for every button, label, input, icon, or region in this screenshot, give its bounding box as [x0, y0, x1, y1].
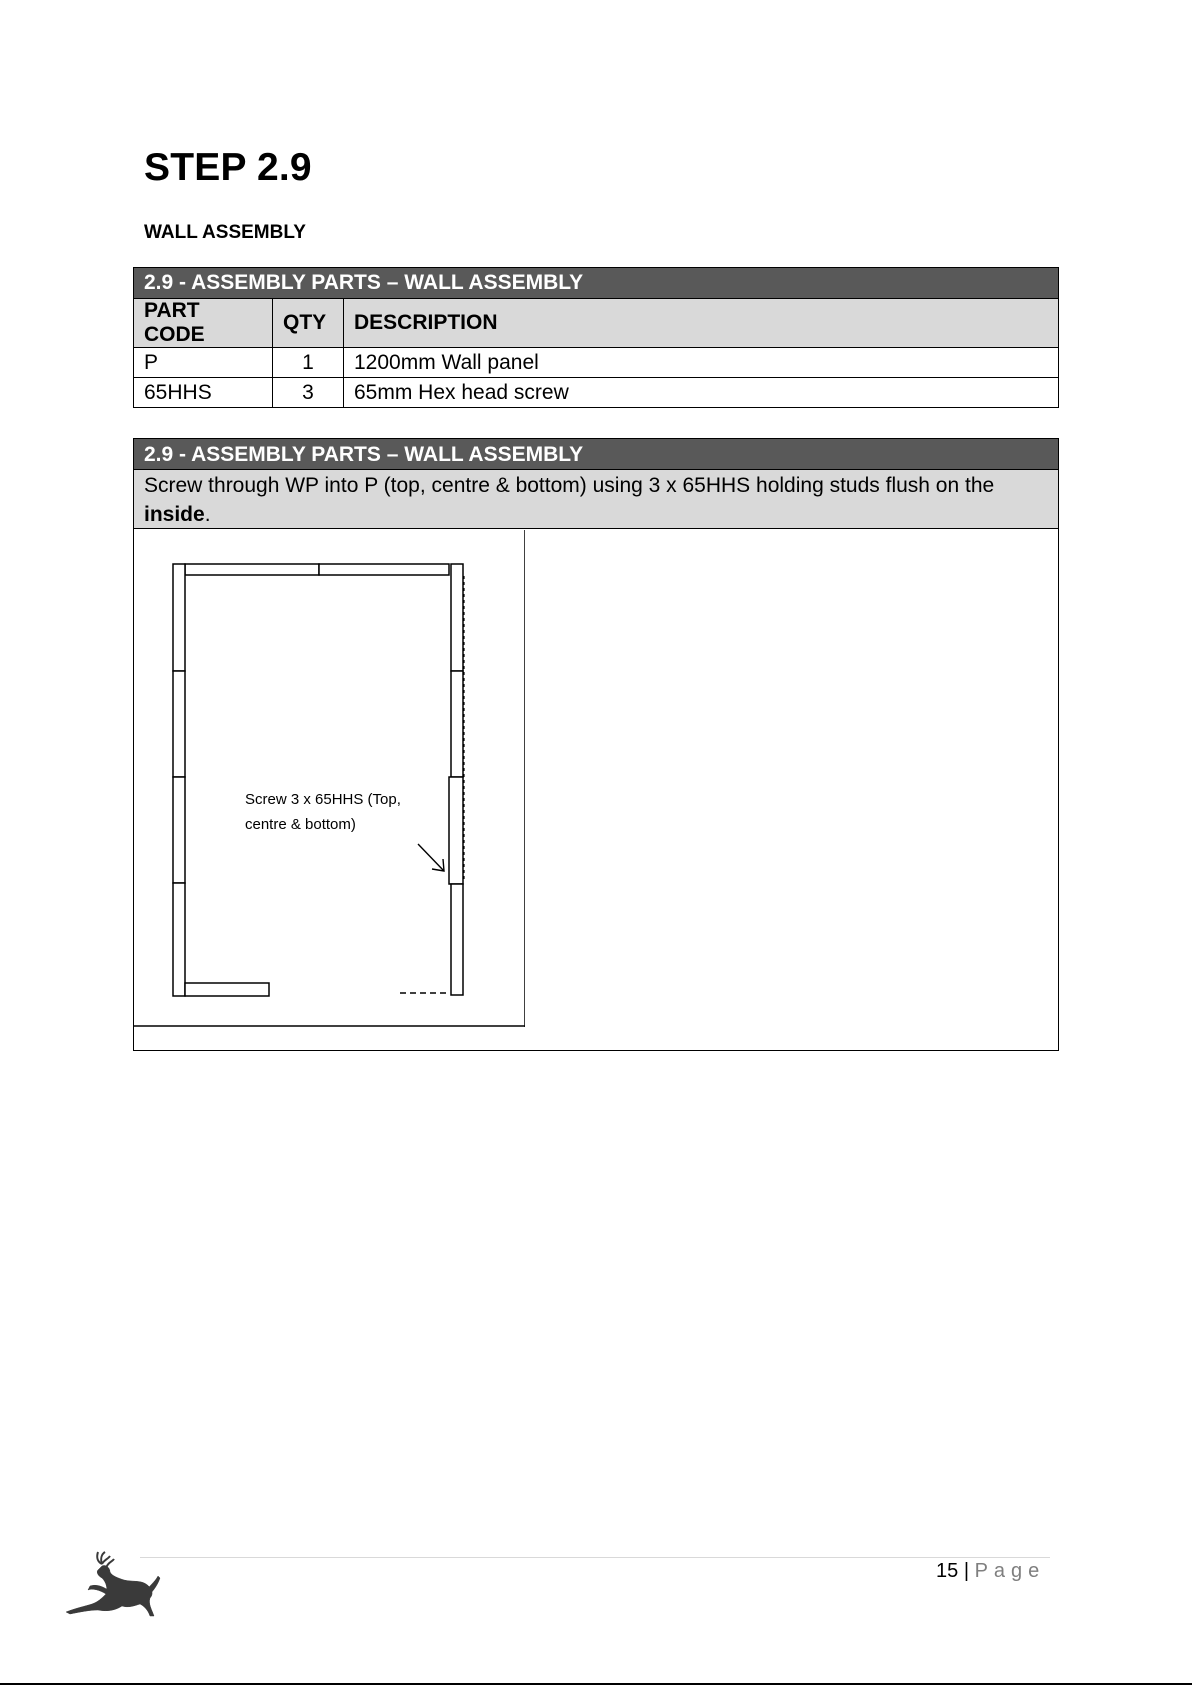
- qty-cell: 3: [273, 378, 344, 408]
- wall-plan-drawing: [133, 530, 525, 1028]
- parts-table-header-row: [134, 299, 1059, 348]
- description-cell: 65mm Hex head screw: [344, 378, 1059, 408]
- page-number-value: 15: [936, 1560, 959, 1582]
- column-header-qty: QTY: [273, 299, 344, 348]
- instruction-emphasis: inside: [144, 503, 205, 526]
- leaping-stag-logo-icon: [62, 1550, 162, 1620]
- parts-table: [133, 267, 1059, 408]
- assembly-box-title: 2.9 - ASSEMBLY PARTS – WALL ASSEMBLY: [134, 439, 1058, 470]
- step-subtitle: WALL ASSEMBLY: [144, 222, 306, 243]
- screw-callout: [245, 787, 445, 837]
- page-separator: |: [963, 1560, 970, 1582]
- callout-line-2: centre & bottom): [245, 816, 356, 833]
- parts-table-title: 2.9 - ASSEMBLY PARTS – WALL ASSEMBLY: [134, 268, 1059, 299]
- instruction-text: Screw through WP into P (top, centre & bottom) using 3 x 65HHS holding studs flush on the: [144, 474, 995, 497]
- description-cell: 1200mm Wall panel: [344, 348, 1059, 378]
- column-header-description: DESCRIPTION: [344, 299, 1059, 348]
- table-row: [134, 378, 1059, 408]
- assembly-instruction: [134, 470, 1058, 529]
- part-code-cell: P: [134, 348, 273, 378]
- footer-divider: [140, 1557, 1050, 1558]
- table-row: [134, 348, 1059, 378]
- qty-cell: 1: [273, 348, 344, 378]
- wall-assembly-diagram: [133, 530, 525, 1028]
- part-code-cell: 65HHS: [134, 378, 273, 408]
- page-number: [936, 1560, 1045, 1583]
- column-header-part-code: PART CODE: [134, 299, 273, 348]
- instruction-end: .: [204, 503, 211, 526]
- callout-line-1: Screw 3 x 65HHS (Top,: [245, 791, 401, 808]
- parts-table-title-row: [134, 268, 1059, 299]
- step-title: STEP 2.9: [144, 146, 312, 189]
- page-word: Page: [974, 1560, 1046, 1582]
